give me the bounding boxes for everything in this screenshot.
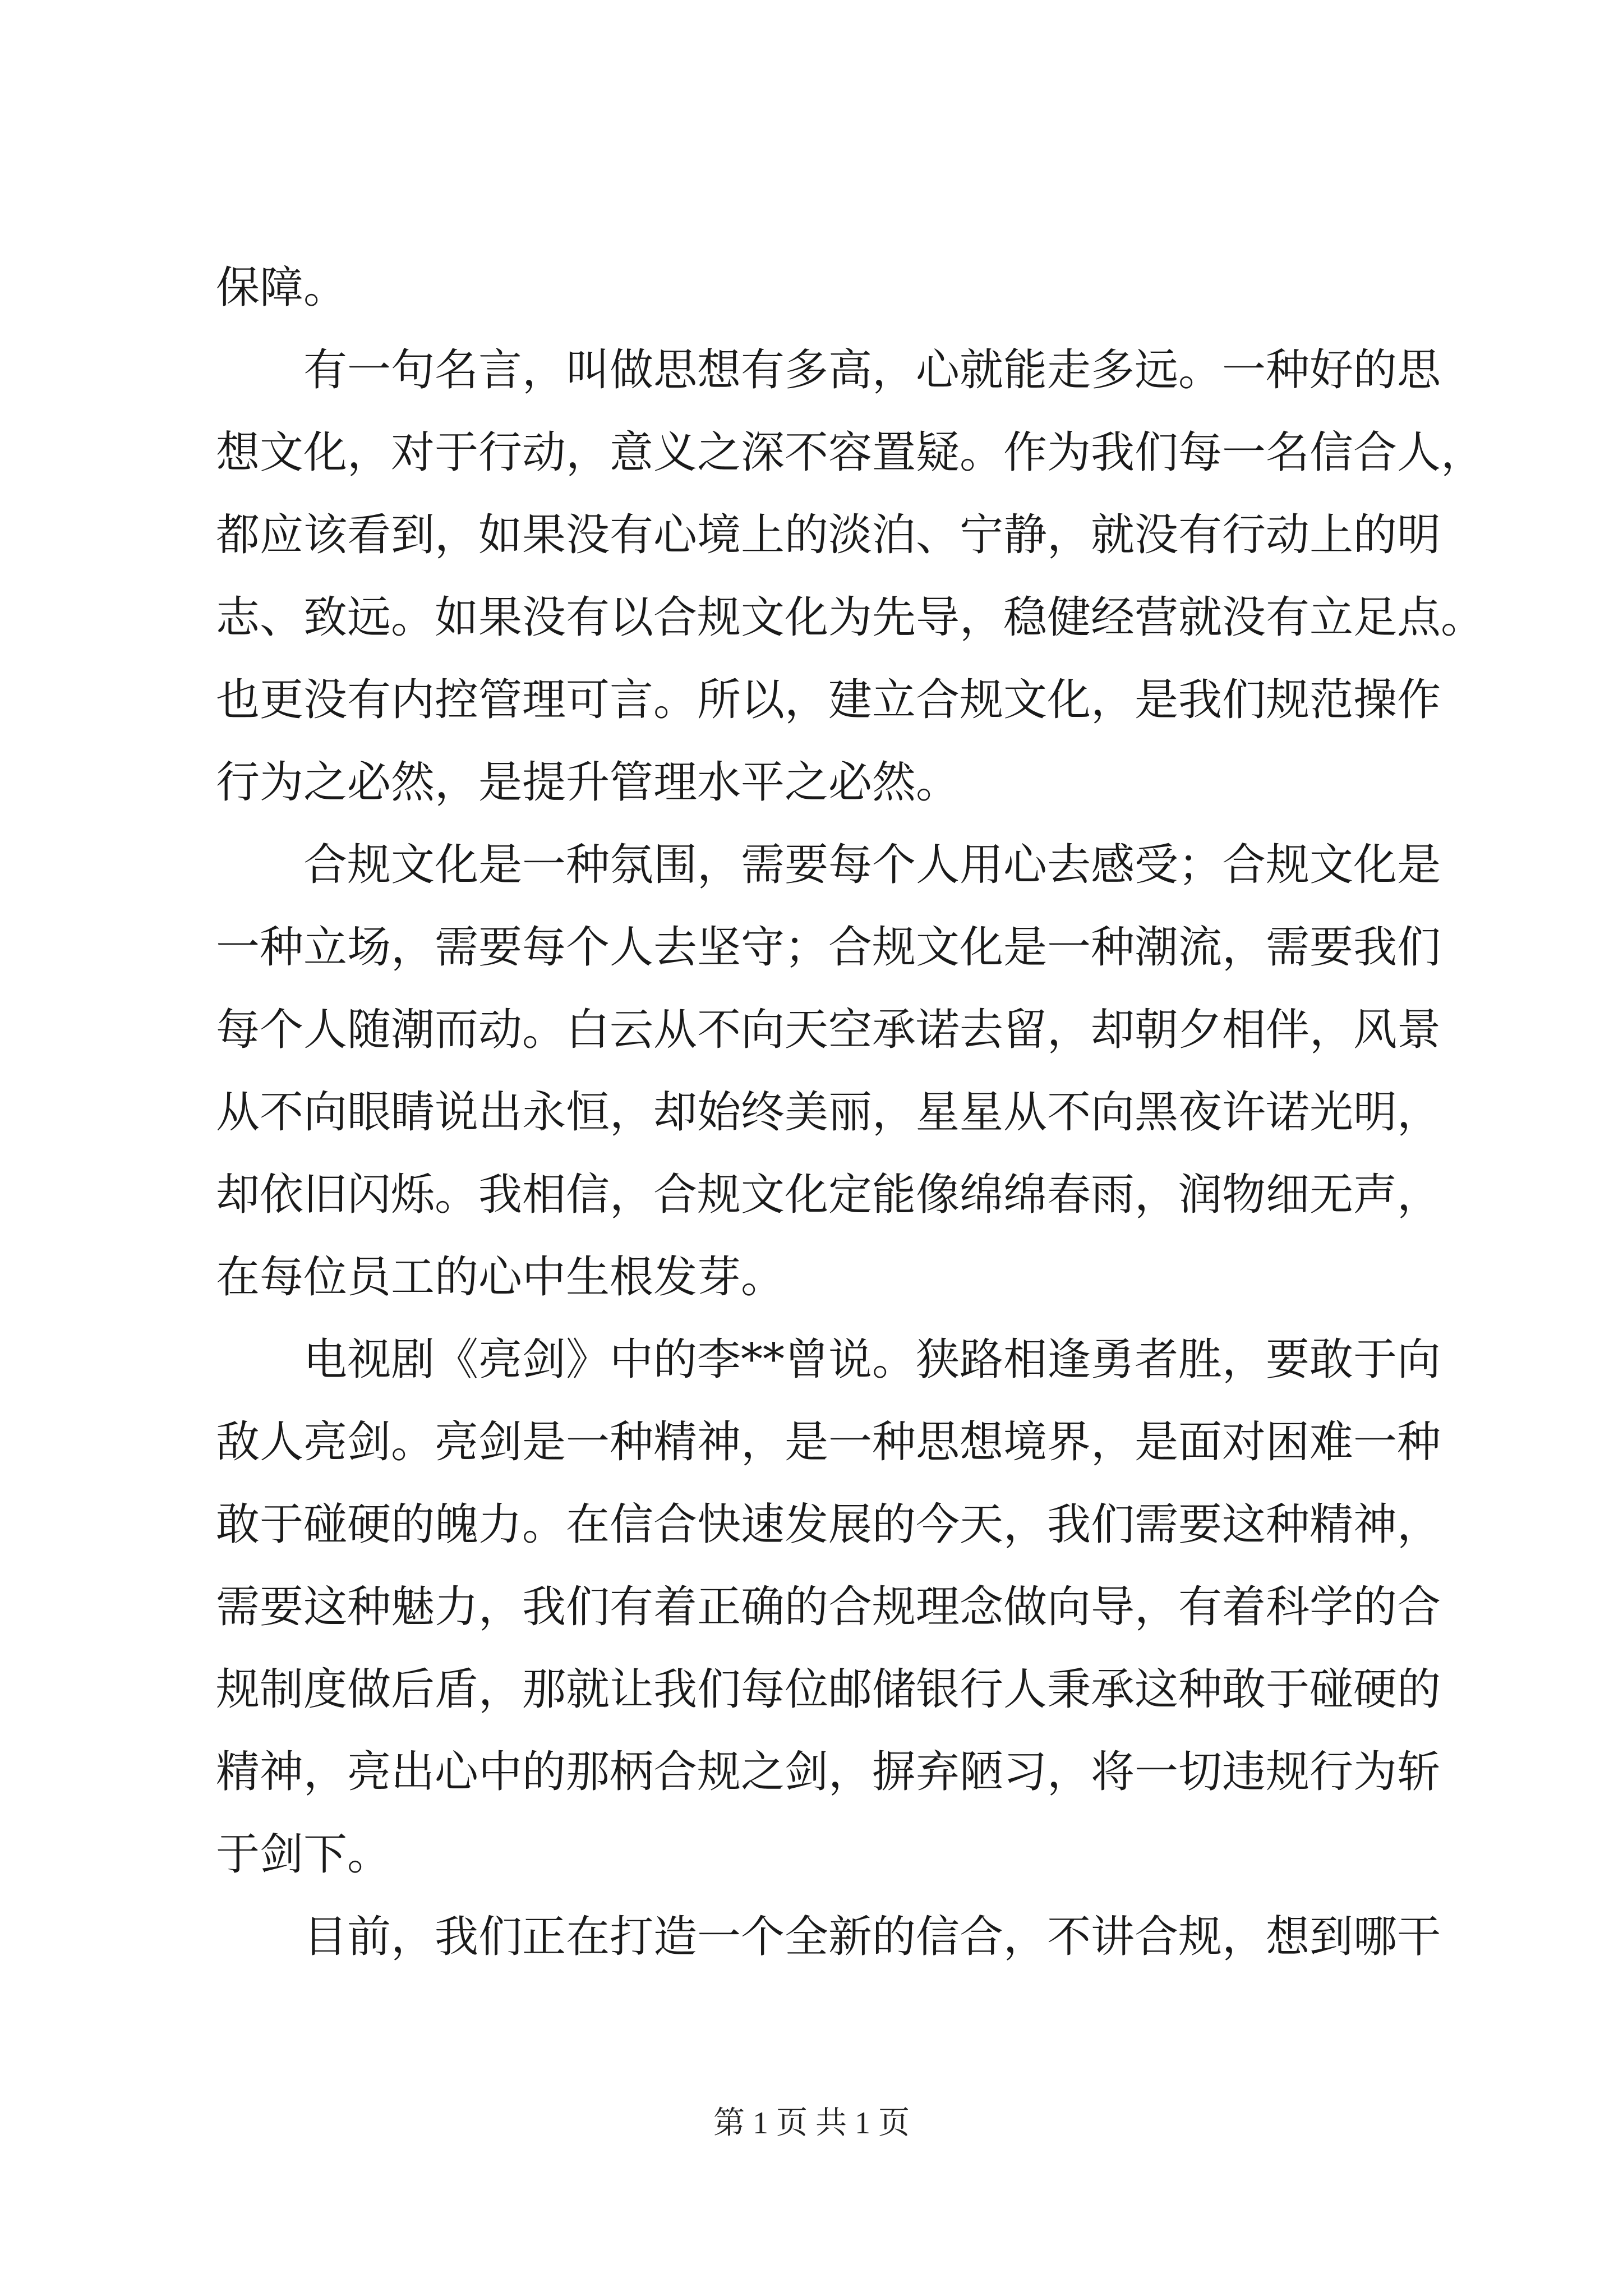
text-line: 敌人亮剑。亮剑是一种精神，是一种思想境界，是面对困难一种 — [216, 1417, 1441, 1467]
text-line: 每个人随潮而动。白云从不向天空承诺去留，却朝夕相伴，风景 — [216, 1005, 1441, 1055]
text-line: 于剑下。 — [216, 1829, 391, 1880]
text-line: 志、致远。如果没有以合规文化为先导，稳健经营就没有立足点。 — [216, 592, 1485, 643]
text-line: 都应该看到，如果没有心境上的淡泊、宁静，就没有行动上的明 — [216, 510, 1441, 560]
text-line: 却依旧闪烁。我相信，合规文化定能像绵绵春雨，润物细无声， — [216, 1170, 1441, 1220]
text-line: 从不向眼睛说出永恒，却始终美丽，星星从不向黑夜许诺光明， — [216, 1087, 1441, 1138]
text-line: 有一句名言，叫做思想有多高，心就能走多远。一种好的思 — [216, 345, 1441, 395]
text-line: 精神，亮出心中的那柄合规之剑，摒弃陋习，将一切违规行为斩 — [216, 1747, 1441, 1797]
text-line: 保障。 — [216, 263, 348, 313]
text-line: 想文化，对于行动，意义之深不容置疑。作为我们每一名信合人， — [216, 427, 1485, 478]
text-line: 行为之必然，是提升管理水平之必然。 — [216, 757, 960, 808]
document-body — [216, 247, 1485, 1978]
text-line: 合规文化是一种氛围，需要每个人用心去感受；合规文化是 — [216, 840, 1441, 890]
text-line: 目前，我们正在打造一个全新的信合，不讲合规，想到哪干 — [216, 1912, 1441, 1962]
text-line: 一种立场，需要每个人去坚守；合规文化是一种潮流，需要我们 — [216, 922, 1441, 973]
text-line: 敢于碰硬的魄力。在信合快速发展的今天，我们需要这种精神， — [216, 1499, 1441, 1550]
text-line: 电视剧《亮剑》中的李**曾说。狭路相逢勇者胜，要敢于向 — [216, 1335, 1441, 1385]
text-line: 需要这种魅力，我们有着正确的合规理念做向导，有着科学的合 — [216, 1582, 1441, 1632]
text-line: 在每位员工的心中生根发芽。 — [216, 1252, 785, 1303]
page-footer: 第 1 页 共 1 页 — [713, 2106, 910, 2141]
text-line: 规制度做后盾，那就让我们每位邮储银行人秉承这种敢于碰硬的 — [216, 1664, 1441, 1715]
text-line: 也更没有内控管理可言。所以，建立合规文化，是我们规范操作 — [216, 675, 1441, 725]
